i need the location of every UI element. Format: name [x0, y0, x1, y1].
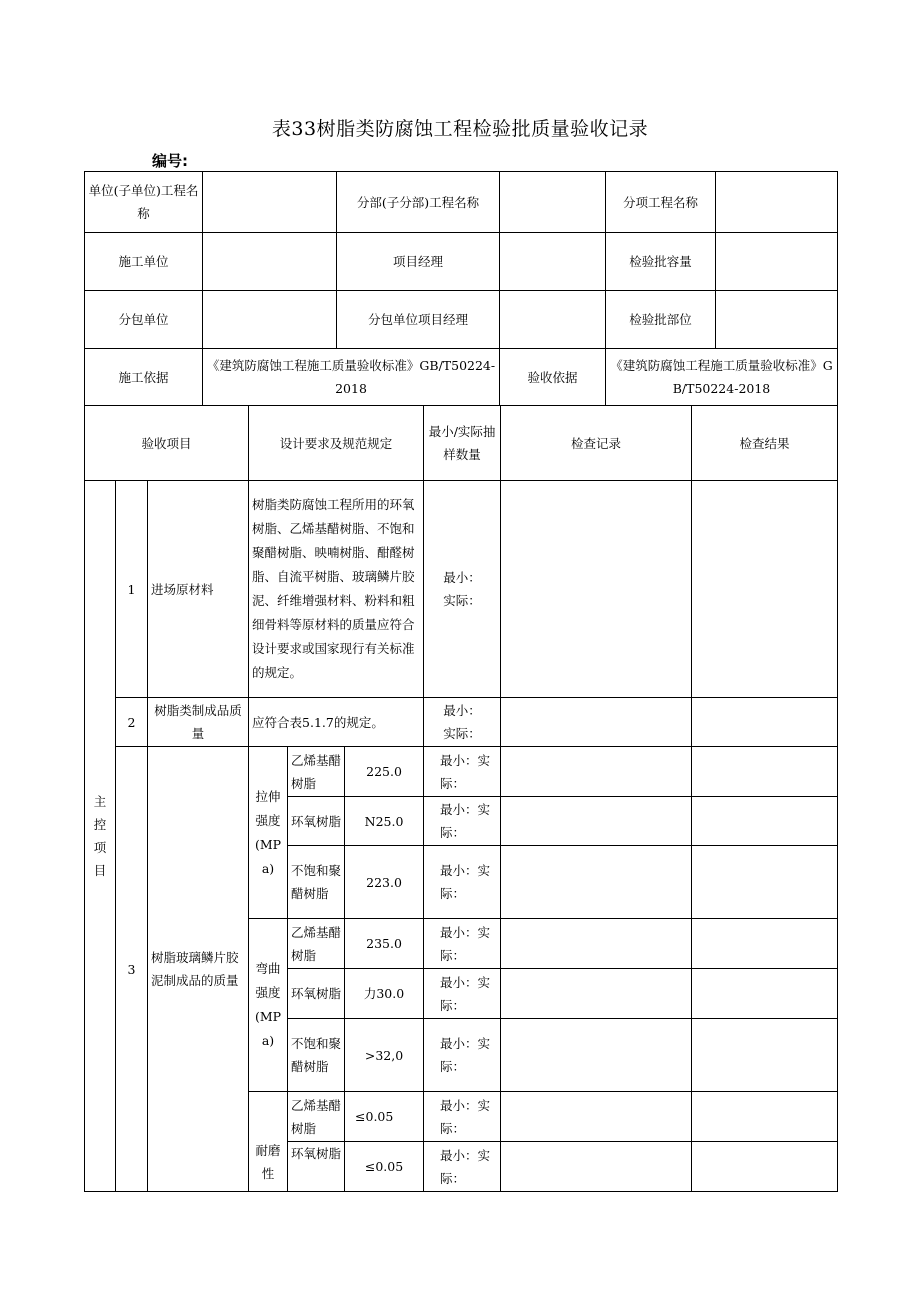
spec-value: 力30.0 [345, 969, 424, 1019]
row-spec: 树脂类防腐蚀工程所用的环氧树脂、乙烯基醋树脂、不饱和聚醋树脂、映喃树脂、酣醛树脂、自流平树脂、玻璃鳞片胶泥、纤维增强材料、粉料和粗细骨料等原材料的质量应符合设计要求或国家现行有关标准的规定。 [249, 481, 424, 698]
part-value[interactable] [716, 291, 838, 349]
contractor-label: 施工单位 [85, 233, 203, 291]
accept-basis-value: 《建筑防腐蚀工程施工质量验收标准》GB/T50224-2018 [606, 349, 838, 406]
group-label: 主控项目 [85, 481, 116, 1192]
table-row [85, 747, 838, 797]
row-item-name: 进场原材料 [148, 481, 249, 698]
row-item-name: 树脂类制成品质量 [148, 698, 249, 747]
part-label: 检验批部位 [606, 291, 716, 349]
capacity-value[interactable] [716, 233, 838, 291]
row-record[interactable] [501, 1142, 692, 1192]
capacity-label: 检验批容量 [606, 233, 716, 291]
pm-label: 项目经理 [337, 233, 500, 291]
resin-name: 乙烯基醋树脂 [288, 1092, 345, 1142]
row-sample: 最小：实际： [424, 969, 501, 1019]
unit-value[interactable] [203, 172, 337, 233]
row-number: 3 [116, 747, 148, 1192]
contractor-value[interactable] [203, 233, 337, 291]
unit-label: 单位(子单位)工程名称 [85, 172, 203, 233]
table-row [85, 698, 838, 747]
basis-value: 《建筑防腐蚀工程施工质量验收标准》GB/T50224-2018 [203, 349, 500, 406]
resin-name: 不饱和聚醋树脂 [288, 1019, 345, 1092]
page-title: 表33树脂类防腐蚀工程检验批质量验收记录 [271, 118, 649, 140]
item-label: 分项工程名称 [606, 172, 716, 233]
col-sample-header: 最小/实际抽样数量 [424, 406, 501, 481]
spec-value: >32,0 [345, 1019, 424, 1092]
doc-number-label: 编号: [152, 152, 188, 170]
accept-basis-label: 验收依据 [500, 349, 606, 406]
resin-name: 不饱和聚醋树脂 [288, 846, 345, 919]
col-design-header: 设计要求及规范规定 [249, 406, 424, 481]
sub-pm-value[interactable] [500, 291, 606, 349]
subcontractor-value[interactable] [203, 291, 337, 349]
row-record[interactable] [501, 919, 692, 969]
pm-value[interactable] [500, 233, 606, 291]
flexural-strength-label: 弯曲强度(MPa) [249, 919, 288, 1092]
row-result[interactable] [692, 1142, 838, 1192]
inspection-table [84, 405, 838, 1192]
row-sample: 最小：实际： [424, 481, 501, 698]
col-item-header: 验收项目 [85, 406, 249, 481]
row-number: 1 [116, 481, 148, 698]
row-sample: 最小：实际： [424, 1142, 501, 1192]
col-result-header: 检查结果 [692, 406, 838, 481]
row-sample: 最小：实际： [424, 1019, 501, 1092]
header-table [84, 171, 838, 406]
col-record-header: 检查记录 [501, 406, 692, 481]
resin-name: 乙烯基醋树脂 [288, 919, 345, 969]
spec-value: 223.0 [345, 846, 424, 919]
row-record[interactable] [501, 1019, 692, 1092]
row-spec: 应符合表5.1.7的规定。 [249, 698, 424, 747]
sub-pm-label: 分包单位项目经理 [337, 291, 500, 349]
tensile-strength-label: 拉伸强度(MPa) [249, 747, 288, 919]
row-sample: 最小：实际： [424, 797, 501, 846]
row-result[interactable] [692, 919, 838, 969]
row-result[interactable] [692, 481, 838, 698]
row-sample: 最小：实际： [424, 698, 501, 747]
row-record[interactable] [501, 797, 692, 846]
row-item-name: 树脂玻璃鳞片胶泥制成品的质量 [148, 747, 249, 1192]
row-result[interactable] [692, 969, 838, 1019]
row-result[interactable] [692, 698, 838, 747]
row-sample: 最小：实际： [424, 747, 501, 797]
subcontractor-label: 分包单位 [85, 291, 203, 349]
resin-name: 环氧树脂 [288, 1142, 345, 1192]
row-result[interactable] [692, 846, 838, 919]
resin-name: 环氧树脂 [288, 969, 345, 1019]
resin-name: 环氧树脂 [288, 797, 345, 846]
row-sample: 最小：实际： [424, 846, 501, 919]
spec-value: 235.0 [345, 919, 424, 969]
sub-unit-value[interactable] [500, 172, 606, 233]
item-value[interactable] [716, 172, 838, 233]
row-result[interactable] [692, 1019, 838, 1092]
row-result[interactable] [692, 797, 838, 846]
row-sample: 最小：实际： [424, 919, 501, 969]
row-sample: 最小：实际： [424, 1092, 501, 1142]
row-record[interactable] [501, 698, 692, 747]
spec-value: N25.0 [345, 797, 424, 846]
row-number: 2 [116, 698, 148, 747]
wear-resistance-label: 耐磨性 [249, 1092, 288, 1192]
row-record[interactable] [501, 481, 692, 698]
spec-value: ≤0.05 [345, 1092, 424, 1142]
resin-name: 乙烯基醋树脂 [288, 747, 345, 797]
row-result[interactable] [692, 1092, 838, 1142]
basis-label: 施工依据 [85, 349, 203, 406]
row-result[interactable] [692, 747, 838, 797]
spec-value: ≤0.05 [345, 1142, 424, 1192]
spec-value: 225.0 [345, 747, 424, 797]
sub-unit-label: 分部(子分部)工程名称 [337, 172, 500, 233]
table-row [85, 481, 838, 698]
row-record[interactable] [501, 1092, 692, 1142]
row-record[interactable] [501, 747, 692, 797]
row-record[interactable] [501, 846, 692, 919]
row-record[interactable] [501, 969, 692, 1019]
